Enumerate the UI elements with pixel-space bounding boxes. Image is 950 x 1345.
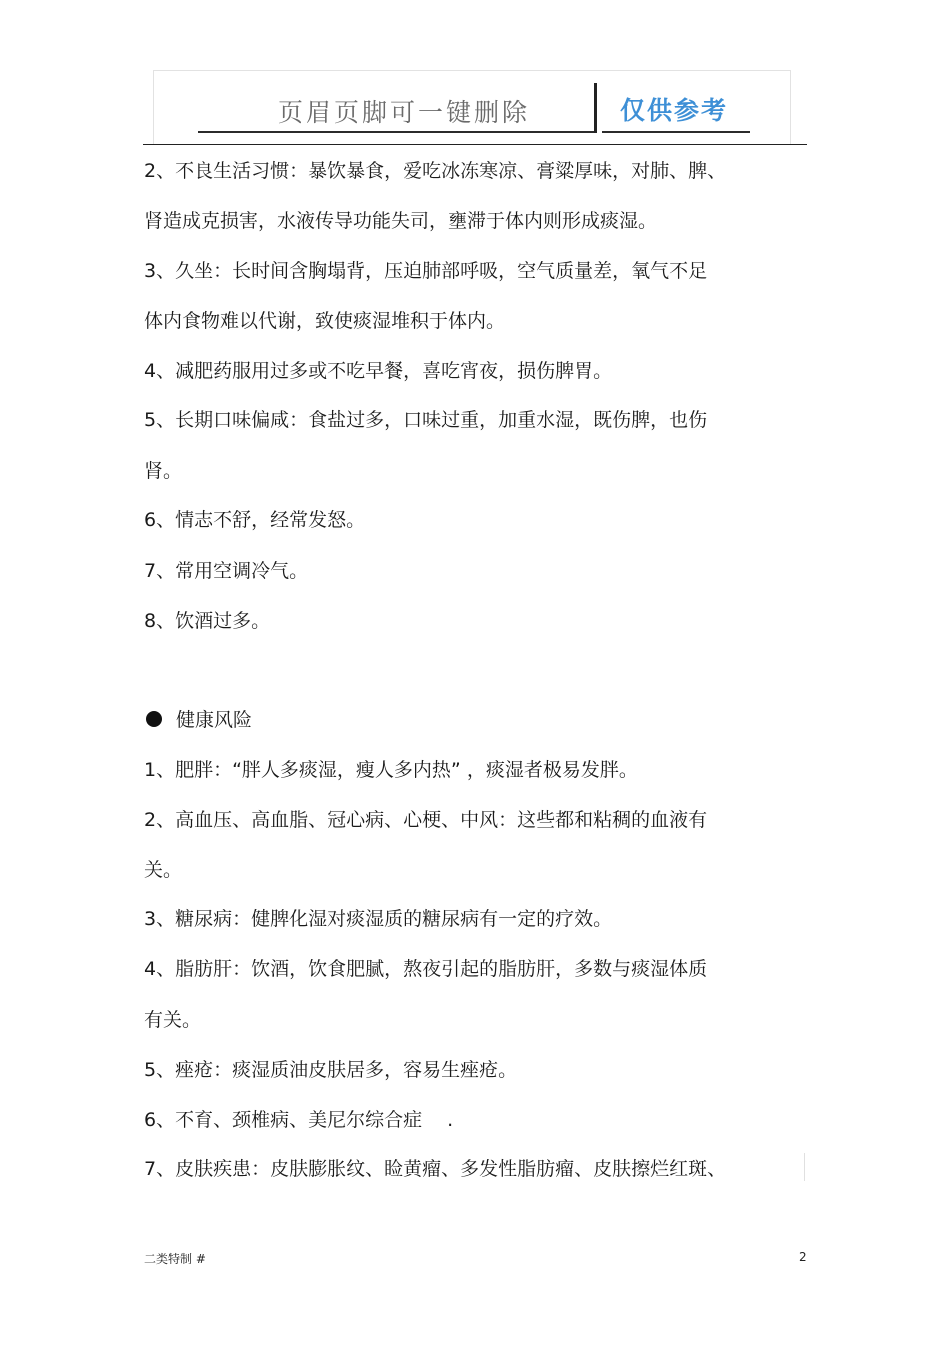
page-number: 2 bbox=[799, 1250, 807, 1264]
header-divider bbox=[594, 83, 597, 133]
risk-line: 5、痤疮：痰湿质油皮肤居多，容易生痤疮。 bbox=[144, 1059, 518, 1081]
paragraph-line: 3、久坐：长时间含胸塌背，压迫肺部呼吸，空气质量差，氧气不足 bbox=[144, 260, 708, 282]
paragraph-line: 7、常用空调冷气。 bbox=[144, 560, 309, 582]
risk-line: 4、脂肪肝：饮酒，饮食肥腻，熬夜引起的脂肪肝，多数与痰湿体质 bbox=[144, 958, 708, 980]
paragraph-line: 5、长期口味偏咸：食盐过多，口味过重，加重水湿，既伤脾，也伤 bbox=[144, 409, 708, 431]
risk-line: 3、糖尿病：健脾化湿对痰湿质的糖尿病有一定的疗效。 bbox=[144, 908, 613, 930]
paragraph-line: 2、不良生活习惯：暴饮暴食，爱吃冰冻寒凉、膏粱厚味，对肺、脾、 bbox=[144, 160, 727, 182]
risk-line: 2、高血压、高血脂、冠心病、心梗、中风：这些都和粘稠的血液有 bbox=[144, 809, 708, 831]
header-left-underline bbox=[198, 131, 594, 133]
risk-line: 6、不育、颈椎病、美尼尔综合症 . bbox=[144, 1109, 454, 1131]
paragraph-line: 体内食物难以代谢，致使痰湿堆积于体内。 bbox=[144, 310, 506, 332]
paragraph-line: 4、减肥药服用过多或不吃早餐，喜吃宵夜，损伤脾胃。 bbox=[144, 360, 613, 382]
risk-line: 1、肥胖：“胖人多痰湿，瘦人多内热” ，痰湿者极易发胖。 bbox=[144, 759, 638, 781]
risk-line: 关。 bbox=[144, 859, 183, 881]
paragraph-line: 8、饮酒过多。 bbox=[144, 610, 271, 632]
section-heading-text: 健康风险 bbox=[176, 709, 253, 731]
footer-left-text: 二类特制 # bbox=[144, 1252, 206, 1266]
right-edge-rule bbox=[804, 1153, 805, 1181]
bullet-icon bbox=[146, 711, 162, 727]
section-heading bbox=[144, 708, 252, 732]
header-right-text: 仅供参考 bbox=[620, 96, 729, 125]
risk-line: 有关。 bbox=[144, 1009, 202, 1031]
header-left-text: 页眉页脚可一键删除 bbox=[278, 98, 531, 127]
paragraph-line: 肾。 bbox=[144, 460, 183, 482]
header-rule bbox=[143, 144, 807, 145]
header-right-underline bbox=[602, 131, 750, 133]
risk-line: 7、皮肤疾患：皮肤膨胀纹、睑黄瘤、多发性脂肪瘤、皮肤擦烂红斑、 bbox=[144, 1158, 727, 1180]
header-banner bbox=[153, 70, 791, 144]
paragraph-line: 肾造成克损害，水液传导功能失司，壅滞于体内则形成痰湿。 bbox=[144, 210, 658, 232]
paragraph-line: 6、情志不舒，经常发怒。 bbox=[144, 509, 366, 531]
